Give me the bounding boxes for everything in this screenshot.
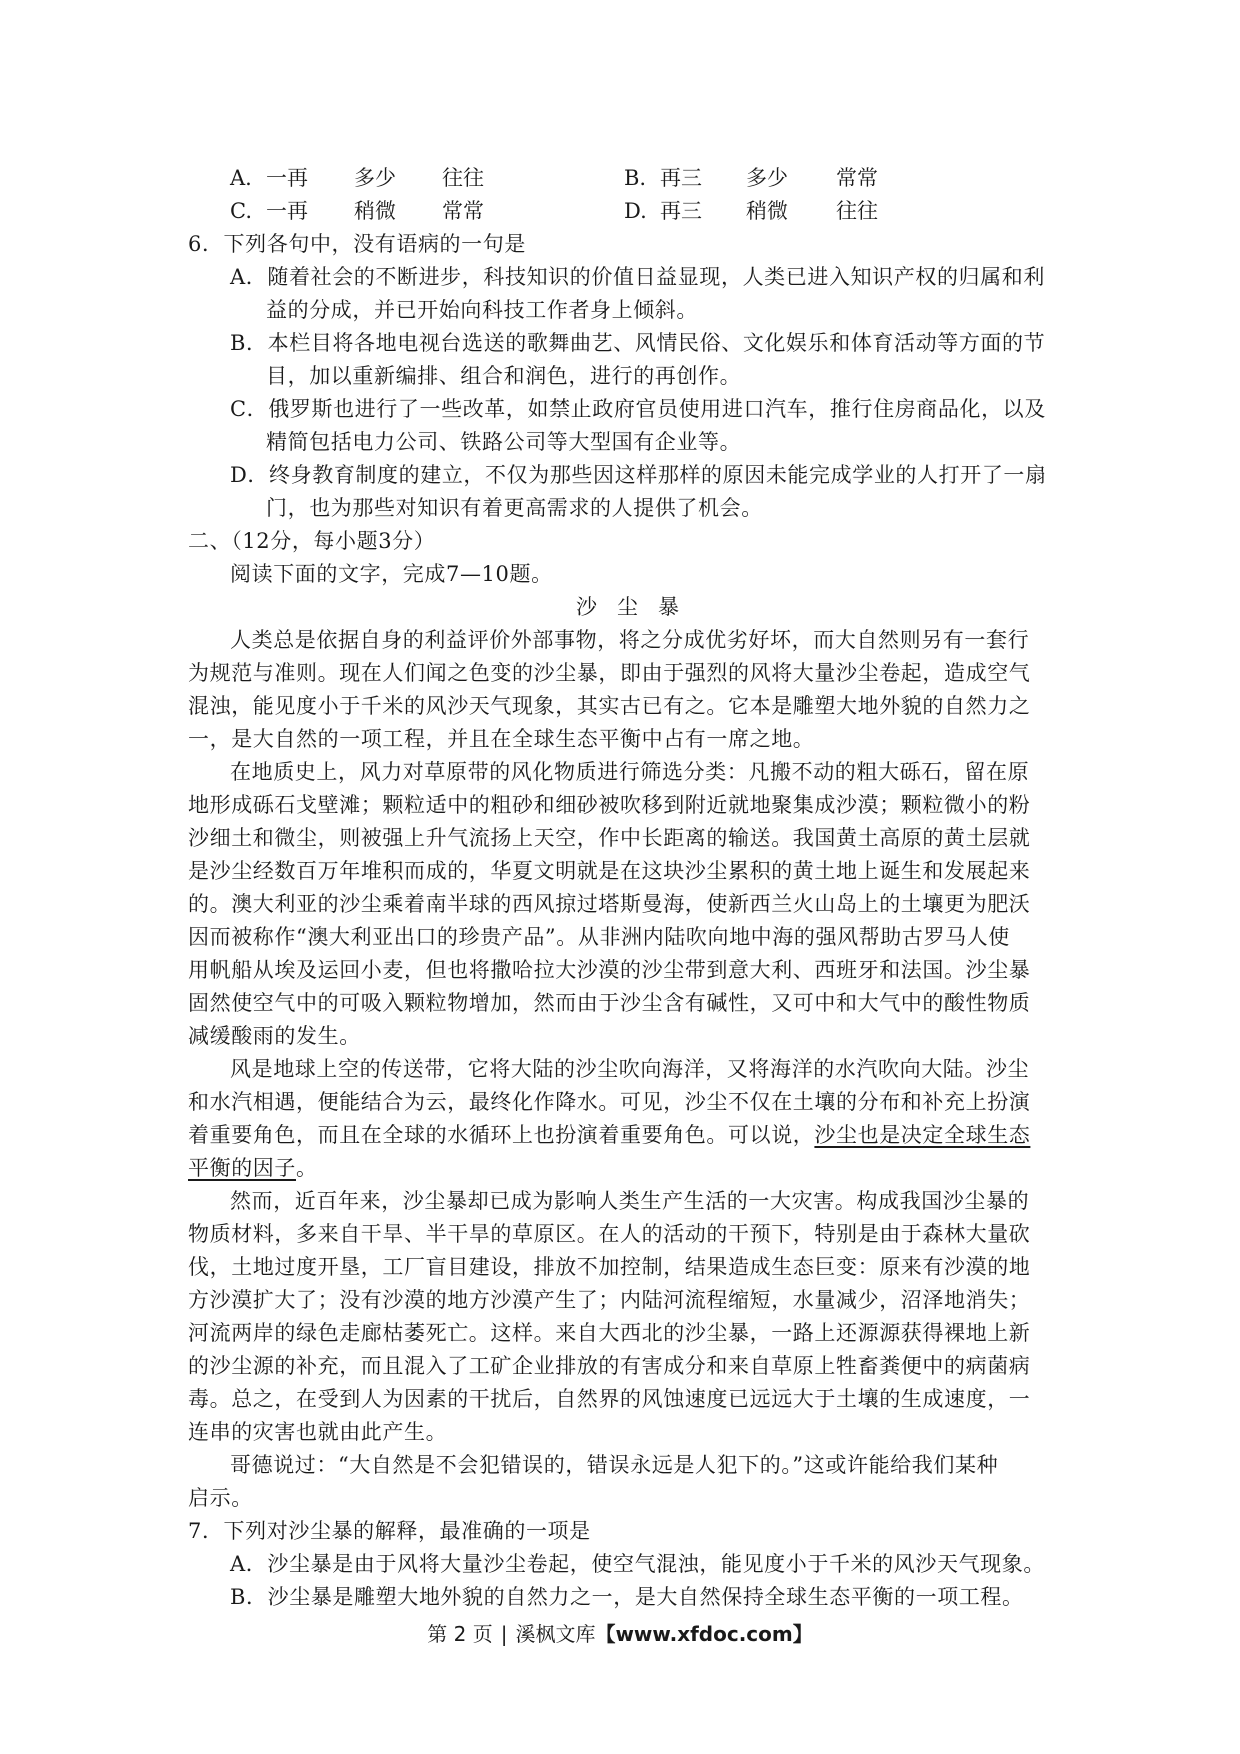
option-word: 再三	[660, 166, 702, 190]
q6-option-d: D．终身教育制度的建立，不仅为那些因这样那样的原因未能完成学业的人打开了一扇	[230, 463, 1047, 487]
passage-line: 风是地球上空的传送带，它将大陆的沙尘吹向海洋，又将海洋的水汽吹向大陆。沙尘	[230, 1057, 1030, 1081]
passage-line: 用帆船从埃及运回小麦，但也将撒哈拉大沙漠的沙尘带到意大利、西班牙和法国。沙尘暴	[188, 958, 1031, 982]
passage-line	[188, 1120, 1030, 1150]
section-heading: 二、（12分，每小题3分）	[188, 529, 436, 553]
option-word: 常常	[442, 199, 484, 223]
passage-line: 的沙尘源的补充，而且混入了工矿企业排放的有害成分和来自草原上牲畜粪便中的病菌病	[188, 1354, 1031, 1378]
footer-separator: |	[500, 1622, 508, 1646]
option-word: 多少	[746, 166, 788, 190]
passage-line: 物质材料，多来自干旱、半干旱的草原区。在人的活动的干预下，特别是由于森林大量砍	[188, 1222, 1031, 1246]
passage-text: 。	[296, 1156, 318, 1180]
option-letter: B.	[624, 166, 647, 190]
q7-option-a: A．沙尘暴是由于风将大量沙尘卷起，使空气混浊，能见度小于千米的风沙天气现象。	[230, 1552, 1045, 1576]
passage-line: 地形成砾石戈壁滩；颗粒适中的粗砂和细砂被吹移到附近就地聚集成沙漠；颗粒微小的粉	[188, 793, 1031, 817]
q7-stem: 7．下列对沙尘暴的解释，最准确的一项是	[188, 1519, 591, 1543]
passage-text: 着重要角色，而且在全球的水循环上也扮演着重要角色。可以说，	[188, 1123, 815, 1147]
option-word: 往往	[442, 166, 484, 190]
option-letter: C.	[230, 199, 252, 223]
passage-line: 毒。总之，在受到人为因素的干扰后，自然界的风蚀速度已远远大于土壤的生成速度，一	[188, 1387, 1031, 1411]
option-word: 往往	[836, 199, 878, 223]
option-word: 常常	[836, 166, 878, 190]
underlined-phrase: 平衡的因子	[188, 1156, 296, 1180]
passage-line: 人类总是依据自身的利益评价外部事物，将之分成优劣好坏，而大自然则另有一套行	[230, 628, 1030, 652]
option-word: 稍微	[354, 199, 396, 223]
section-instruction: 阅读下面的文字，完成7—10题。	[230, 562, 553, 586]
passage-title: 沙尘暴	[576, 595, 699, 619]
option-letter: D.	[624, 199, 647, 223]
q6-option-b: B．本栏目将各地电视台选送的歌舞曲艺、风情民俗、文化娱乐和体育活动等方面的节	[230, 331, 1046, 355]
footer-site-link[interactable]: 【www.xfdoc.com】	[595, 1622, 813, 1646]
passage-line: 为规范与准则。现在人们闻之色变的沙尘暴，即由于强烈的风将大量沙尘卷起，造成空气	[188, 661, 1031, 685]
passage-line: 方沙漠扩大了；没有沙漠的地方沙漠产生了；内陆河流程缩短，水量减少，沼泽地消失；	[188, 1288, 1031, 1312]
passage-line: 哥德说过：“大自然是不会犯错误的，错误永远是人犯下的。”这或许能给我们某种	[230, 1453, 999, 1477]
option-word: 多少	[354, 166, 396, 190]
option-word: 再三	[660, 199, 702, 223]
passage-line: 然而，近百年来，沙尘暴却已成为影响人类生产生活的一大灾害。构成我国沙尘暴的	[230, 1189, 1030, 1213]
q6-option-c: C．俄罗斯也进行了一些改革，如禁止政府官员使用进口汽车，推行住房商品化，以及	[230, 397, 1046, 421]
passage-line: 伐，土地过度开垦，工厂盲目建设，排放不加控制，结果造成生态巨变：原来有沙漠的地	[188, 1255, 1031, 1279]
passage-line: 一，是大自然的一项工程，并且在全球生态平衡中占有一席之地。	[188, 727, 815, 751]
passage-line: 是沙尘经数百万年堆积而成的，华夏文明就是在这块沙尘累积的黄土地上诞生和发展起来	[188, 859, 1031, 883]
option-word: 稍微	[746, 199, 788, 223]
footer-library-name: 溪枫文库	[515, 1622, 596, 1646]
q7-option-b: B．沙尘暴是雕塑大地外貌的自然力之一，是大自然保持全球生态平衡的一项工程。	[230, 1585, 1024, 1609]
passage-line: 因而被称作“澳大利亚出口的珍贵产品”。从非洲内陆吹向地中海的强风帮助古罗马人使	[188, 925, 1010, 949]
q6-option-c-cont: 精简包括电力公司、铁路公司等大型国有企业等。	[266, 430, 742, 454]
page-footer	[0, 1620, 1240, 1648]
passage-line: 和水汽相遇，便能结合为云，最终化作降水。可见，沙尘不仅在土壤的分布和补充上扮演	[188, 1090, 1031, 1114]
q6-option-a-cont: 益的分成，并已开始向科技工作者身上倾斜。	[266, 298, 698, 322]
passage-line: 的。澳大利亚的沙尘乘着南半球的西风掠过塔斯曼海，使新西兰火山岛上的土壤更为肥沃	[188, 892, 1031, 916]
passage-line: 沙细土和微尘，则被强上升气流扬上天空，作中长距离的输送。我国黄土高原的黄土层就	[188, 826, 1031, 850]
q6-option-d-cont: 门，也为那些对知识有着更高需求的人提供了机会。	[266, 496, 763, 520]
underlined-phrase: 沙尘也是决定全球生态	[814, 1123, 1031, 1147]
passage-line: 河流两岸的绿色走廊枯萎死亡。这样。来自大西北的沙尘暴，一路上还源源获得裸地上新	[188, 1321, 1031, 1345]
option-letter: A.	[230, 166, 252, 190]
passage-line: 启示。	[188, 1486, 253, 1510]
passage-line: 混浊，能见度小于千米的风沙天气现象，其实古已有之。它本是雕塑大地外貌的自然力之	[188, 694, 1031, 718]
passage-line: 固然使空气中的可吸入颗粒物增加，然而由于沙尘含有碱性，又可中和大气中的酸性物质	[188, 991, 1031, 1015]
passage-line	[188, 1153, 318, 1183]
option-word: 一再	[266, 199, 308, 223]
q6-option-b-cont: 目，加以重新编排、组合和润色，进行的再创作。	[266, 364, 742, 388]
page-number: 第 2 页	[427, 1622, 493, 1646]
q6-option-a: A．随着社会的不断进步，科技知识的价值日益显现，人类已进入知识产权的归属和利	[230, 265, 1045, 289]
passage-line: 连串的灾害也就由此产生。	[188, 1420, 448, 1444]
q6-stem: 6．下列各句中，没有语病的一句是	[188, 232, 526, 256]
passage-line: 在地质史上，风力对草原带的风化物质进行筛选分类：凡搬不动的粗大砾石，留在原	[230, 760, 1030, 784]
passage-line: 减缓酸雨的发生。	[188, 1024, 361, 1048]
option-word: 一再	[266, 166, 308, 190]
